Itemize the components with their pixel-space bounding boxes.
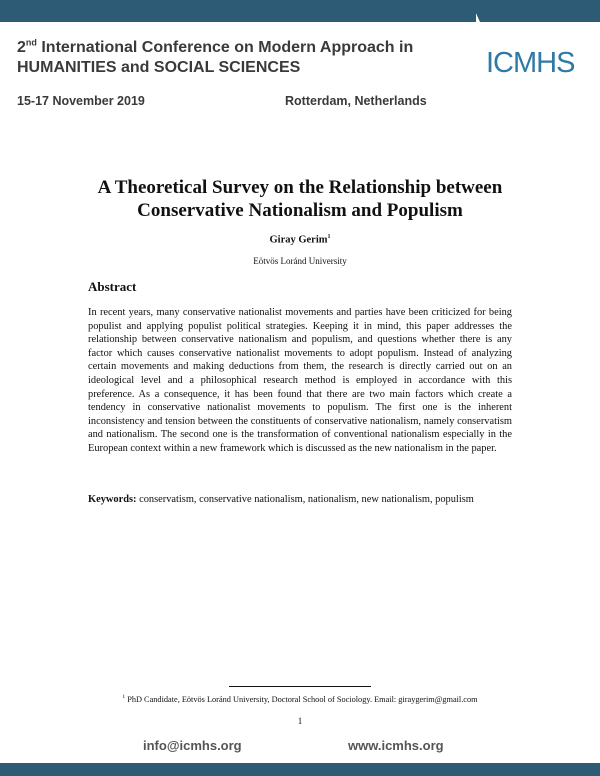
footnote [0, 694, 600, 704]
footer-website[interactable]: www.icmhs.org [348, 738, 444, 753]
conference-ordinal: 2 [17, 39, 26, 56]
top-band [0, 0, 476, 22]
abstract-text: In recent years, many conservative nationalist movements and parties have been criticized for being populist and applying populist political strategies. Keeping it in mind, this paper addresses the relationship between conservative nationalism and populism, and questions whether there is any factor which causes conservative nationalist movements to adopt populism. Instead of analyzing certain movements and making deductions from them, the research is directly carried out on an ideological level and a philosophical research method is employed in accordance with this preference. As a consequence, it has been found that there are two main factors which create a tendency in conservative nationalist movements to populism. The first one is the inherent inconsistency and tension between the constituents of conservative nationalism, namely conservatism and nationalism. The second one is the transformation of conventional nationalism especially in the European context within a new framework which is discussed as the new nationalism in the paper. [88, 307, 512, 454]
footnote-mark: 1 [122, 694, 126, 700]
author-footnote-mark: 1 [327, 234, 331, 240]
footnote-rule [229, 686, 371, 687]
keywords [88, 493, 512, 507]
icmhs-logo: ICMHS [486, 47, 575, 79]
conference-line2: HUMANITIES and SOCIAL SCIENCES [17, 59, 301, 76]
bottom-band [0, 763, 600, 776]
abstract-heading: Abstract [88, 279, 137, 294]
footer-email[interactable]: info@icmhs.org [143, 738, 242, 753]
conference-location: Rotterdam, Netherlands [285, 94, 427, 108]
conference-dates: 15-17 November 2019 [17, 94, 145, 108]
top-band-tab [470, 0, 600, 22]
keywords-text: conservatism, conservative nationalism, nationalism, new nationalism, populism [136, 494, 474, 505]
footnote-text: PhD Candidate, Eötvös Loránd University, Doctoral School of Sociology. Email: giraygerim@gmail.com [125, 694, 478, 704]
conference-title [17, 38, 413, 78]
keywords-label: Keywords: [88, 494, 137, 505]
author-name: Giray Gerim [269, 234, 328, 246]
conference-line1: International Conference on Modern Approach in [36, 39, 414, 56]
page-number: 1 [297, 716, 303, 726]
affiliation: Eötvös Loránd University [253, 256, 347, 266]
paper-title: A Theoretical Survey on the Relationship between Conservative Nationalism and Populism [97, 177, 503, 221]
conference-ordinal-suffix: nd [25, 37, 37, 48]
author [0, 234, 600, 246]
